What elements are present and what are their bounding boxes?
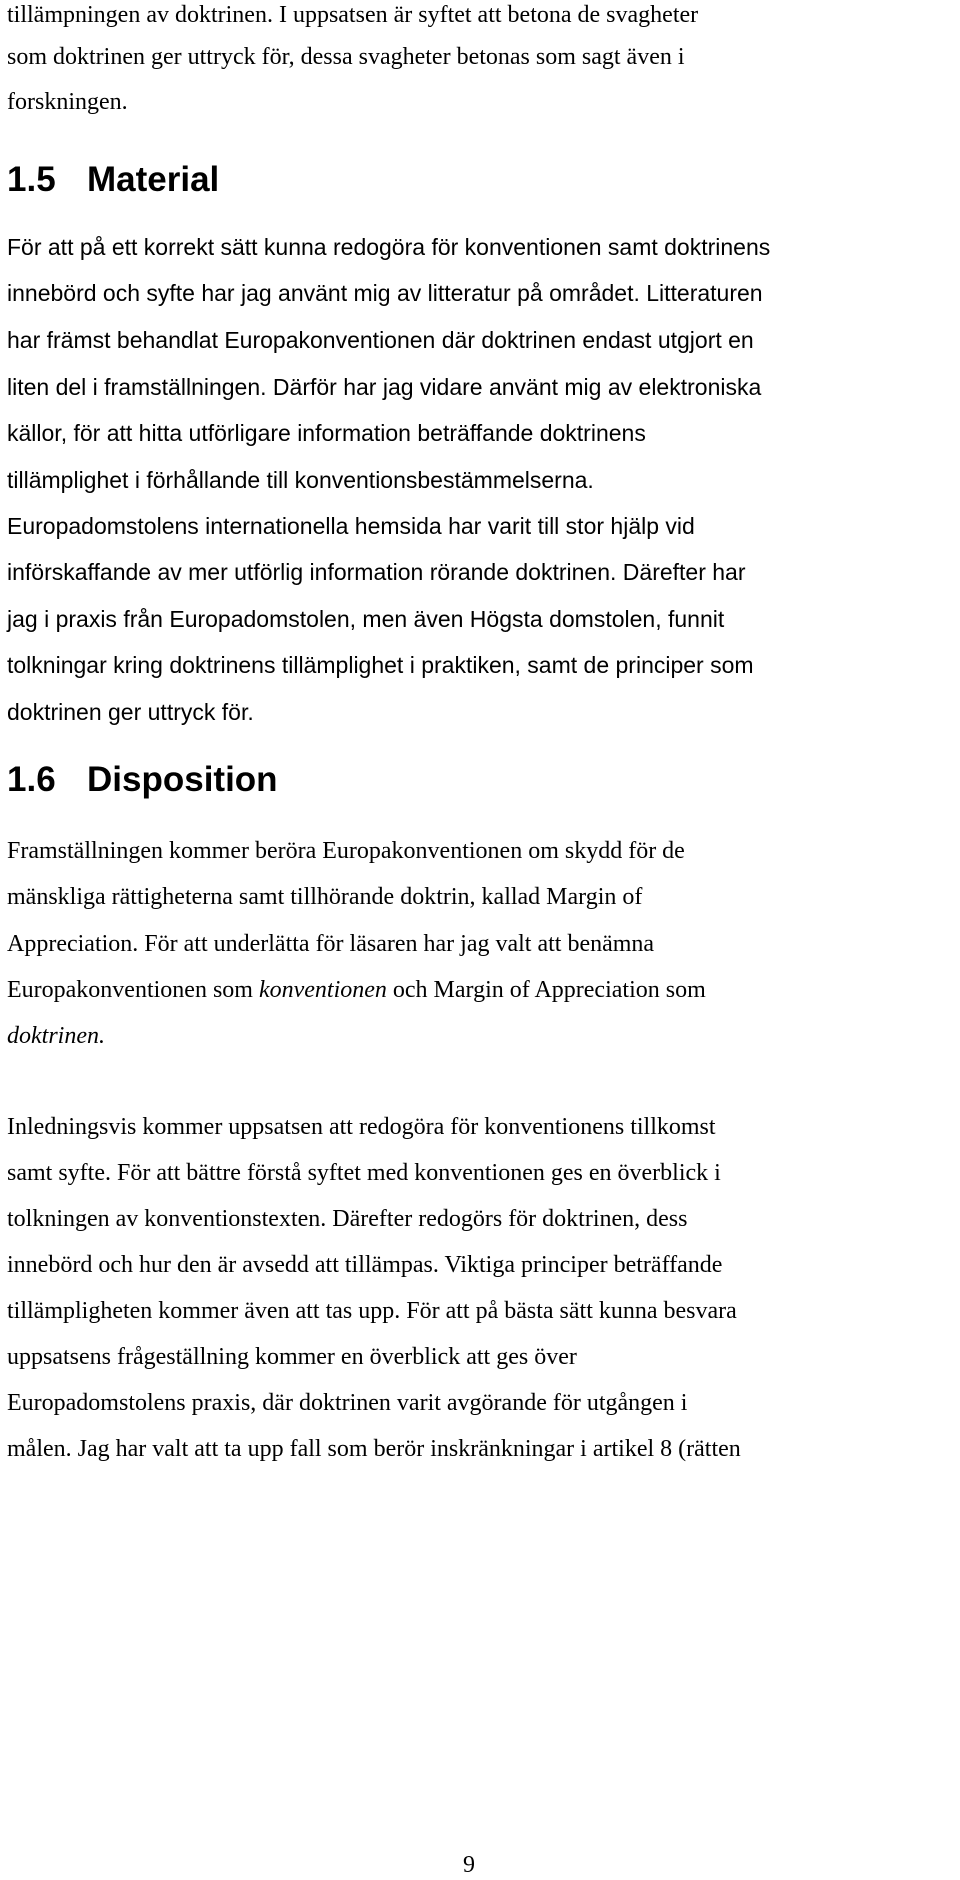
body-line: som doktrinen ger uttryck för, dessa svagheter betonas som sagt även i bbox=[7, 44, 685, 70]
body-line: forskningen. bbox=[7, 89, 128, 115]
section-title: Disposition bbox=[87, 760, 278, 799]
body-line: källor, för att hitta utförligare information beträffande doktrinens bbox=[7, 420, 646, 446]
body-line: införskaffande av mer utförlig information rörande doktrinen. Därefter har bbox=[7, 559, 746, 585]
defined-term-konventionen: konventionen bbox=[258, 977, 387, 1003]
body-line: uppsatsens frågeställning kommer en överblick att ges över bbox=[7, 1344, 577, 1370]
body-line: tillämpligheten kommer även att tas upp. För att på bästa sätt kunna besvara bbox=[7, 1298, 737, 1324]
body-line: har främst behandlat Europakonventionen där doktrinen endast utgjort en bbox=[7, 327, 754, 353]
page-number: 9 bbox=[463, 1852, 475, 1878]
body-line: Europadomstolens praxis, där doktrinen varit avgörande för utgången i bbox=[7, 1390, 688, 1416]
body-line: Inledningsvis kommer uppsatsen att redogöra för konventionens tillkomst bbox=[7, 1114, 716, 1140]
body-line: jag i praxis från Europadomstolen, men även Högsta domstolen, funnit bbox=[7, 606, 725, 632]
body-line: tillämpningen av doktrinen. I uppsatsen är syftet att betona de svagheter bbox=[7, 2, 699, 28]
body-line: innebörd och syfte har jag använt mig av litteratur på området. Litteraturen bbox=[7, 280, 763, 306]
section-heading-disposition bbox=[7, 760, 278, 800]
body-line: Appreciation. För att underlätta för läsaren har jag valt att benämna bbox=[7, 931, 655, 957]
section-heading-material bbox=[7, 160, 219, 200]
body-line: För att på ett korrekt sätt kunna redogöra för konventionen samt doktrinens bbox=[7, 234, 771, 260]
section-number: 1.5 bbox=[7, 160, 56, 199]
body-line: Framställningen kommer beröra Europakonventionen om skydd för de bbox=[7, 838, 685, 864]
body-line: mänskliga rättigheterna samt tillhörande doktrin, kallad Margin of bbox=[7, 884, 643, 910]
defined-term-doktrinen: doktrinen. bbox=[7, 1023, 105, 1049]
body-line bbox=[7, 975, 706, 1005]
body-line: tolkningen av konventionstexten. Därefter redogörs för doktrinen, dess bbox=[7, 1206, 688, 1232]
body-line: doktrinen ger uttryck för. bbox=[7, 699, 254, 725]
body-line bbox=[7, 1021, 105, 1051]
body-text: och Margin of Appreciation som bbox=[386, 977, 706, 1003]
body-line: tillämplighet i förhållande till konventionsbestämmelserna. bbox=[7, 467, 594, 493]
body-line: Europadomstolens internationella hemsida har varit till stor hjälp vid bbox=[7, 513, 695, 539]
section-title: Material bbox=[87, 160, 220, 199]
body-line: målen. Jag har valt att ta upp fall som berör inskränkningar i artikel 8 (rätten bbox=[7, 1436, 741, 1462]
body-line: tolkningar kring doktrinens tillämplighet i praktiken, samt de principer som bbox=[7, 652, 754, 678]
body-line: samt syfte. För att bättre förstå syftet med konventionen ges en överblick i bbox=[7, 1160, 721, 1186]
section-number: 1.6 bbox=[7, 760, 56, 799]
body-text: Europakonventionen som bbox=[7, 977, 259, 1003]
body-line: innebörd och hur den är avsedd att tillämpas. Viktiga principer beträffande bbox=[7, 1252, 723, 1278]
body-line: liten del i framställningen. Därför har jag vidare använt mig av elektroniska bbox=[7, 374, 762, 400]
